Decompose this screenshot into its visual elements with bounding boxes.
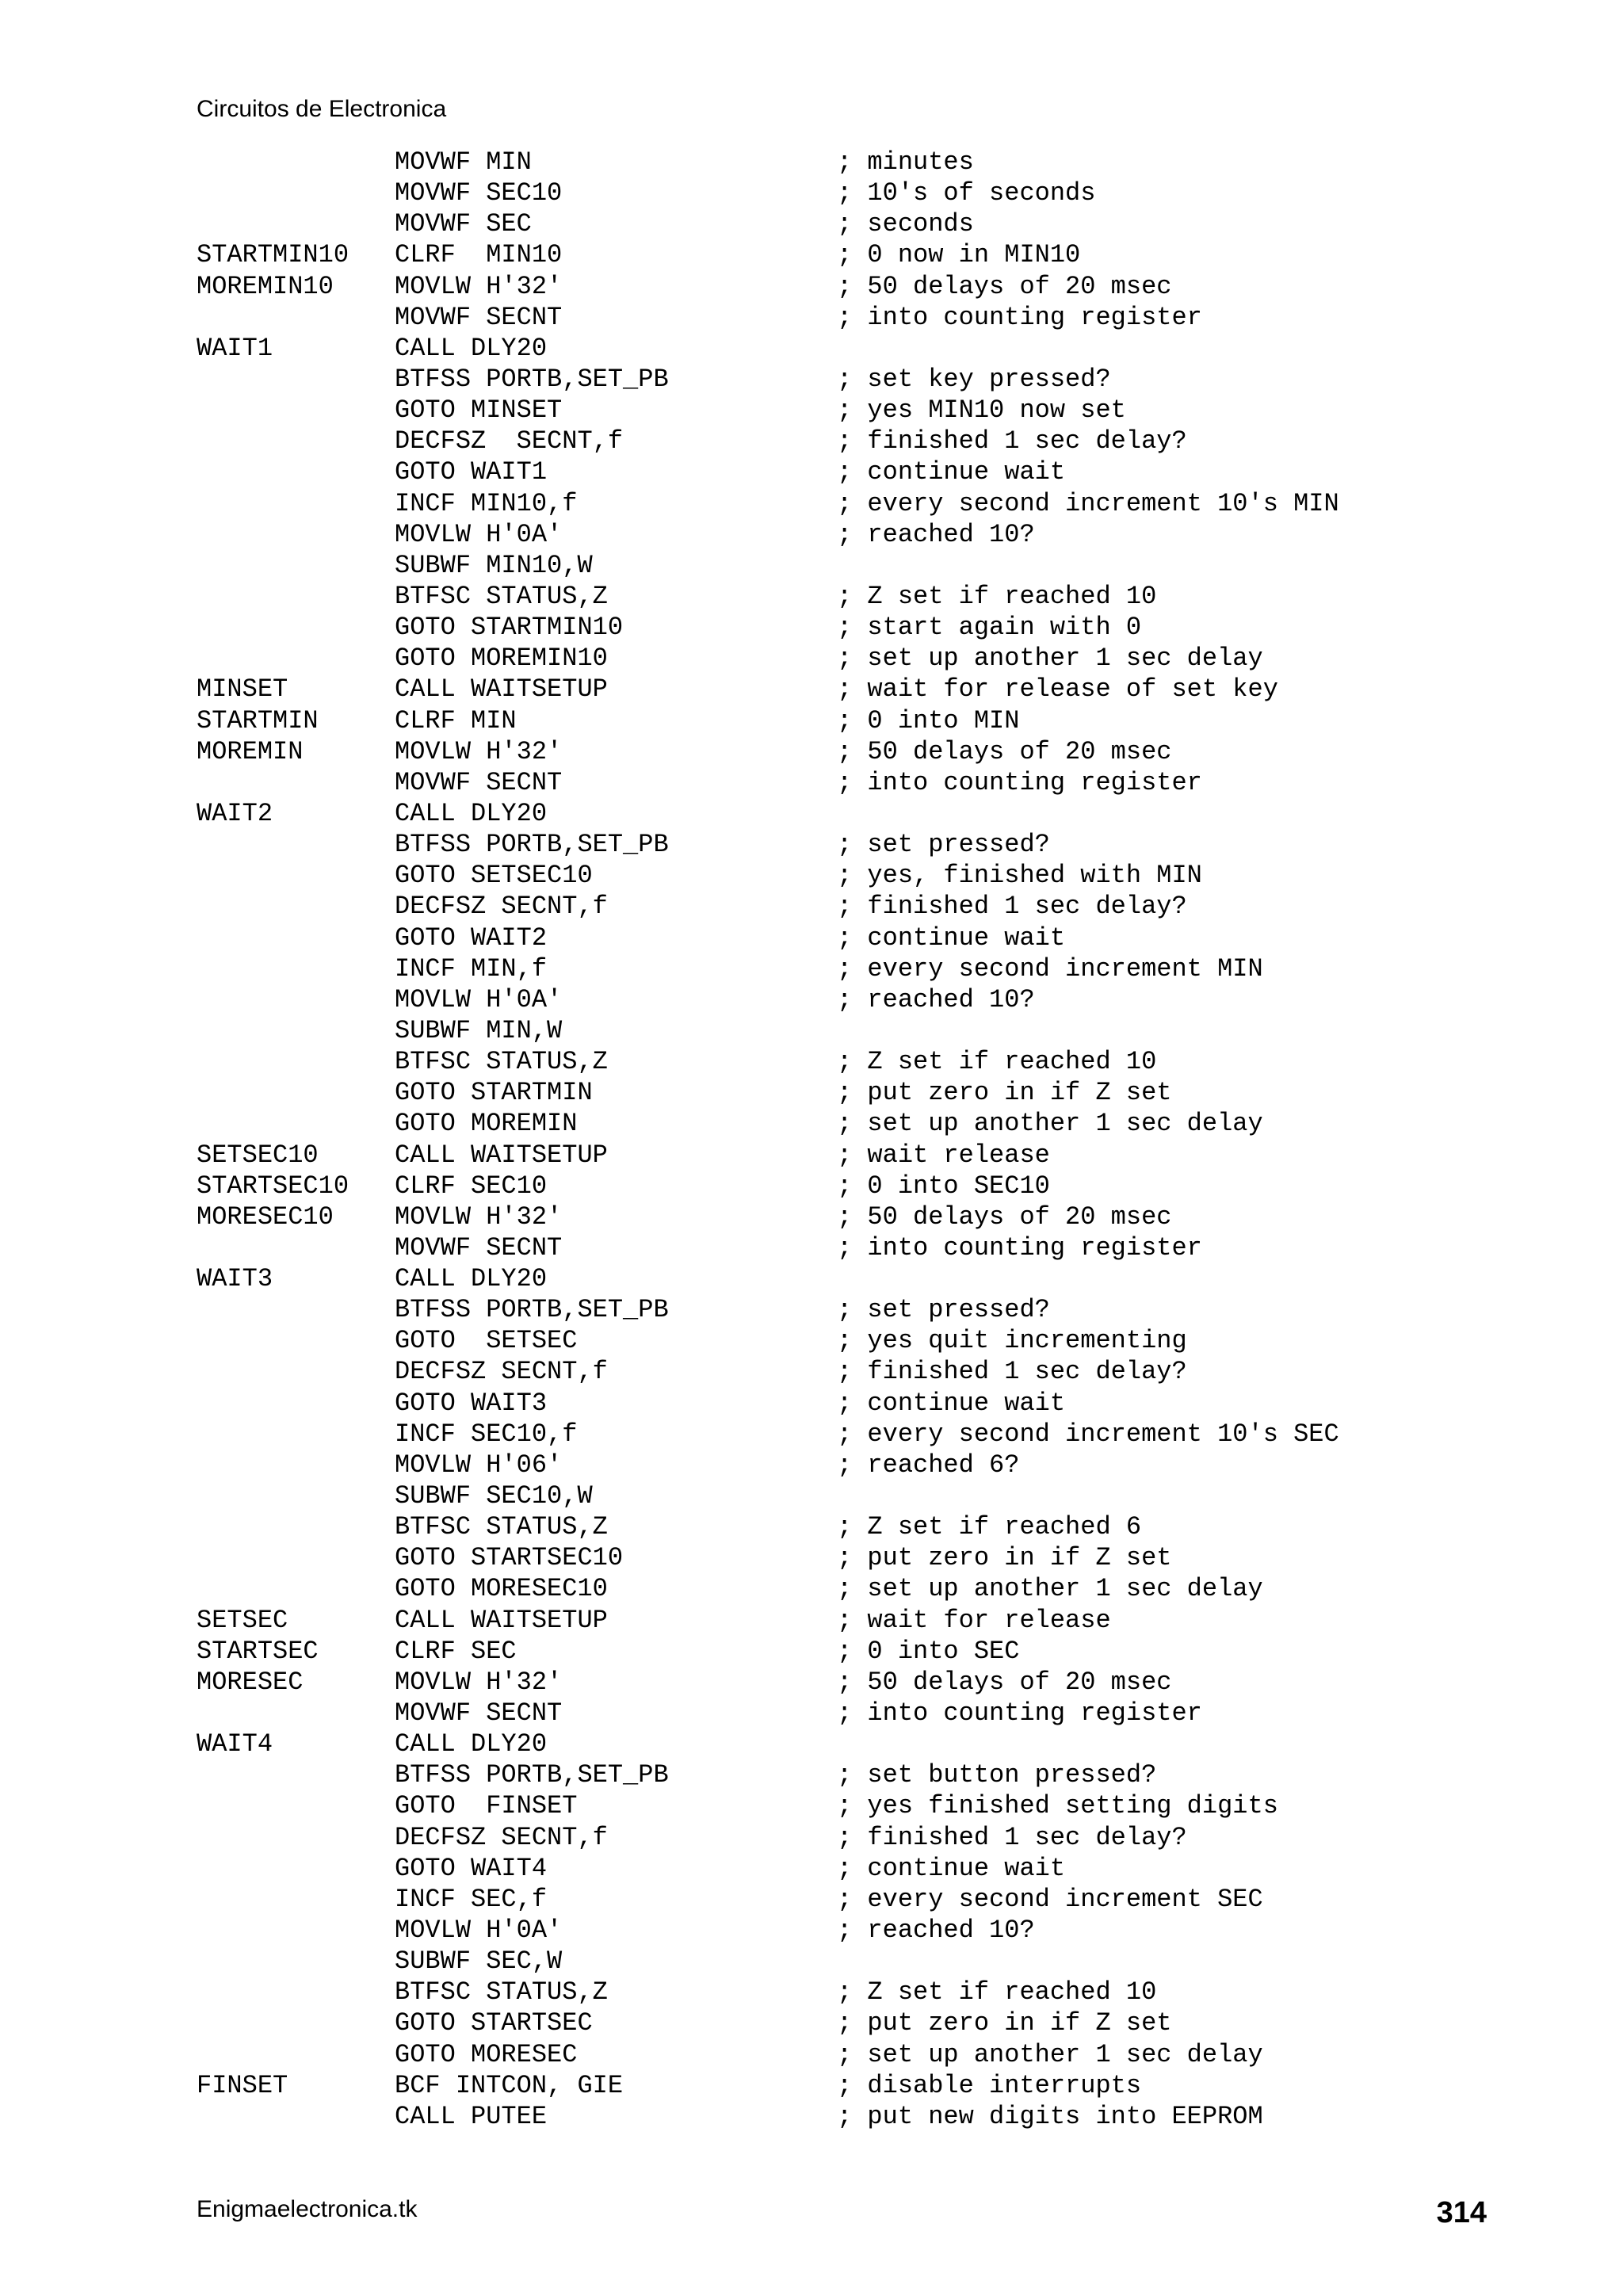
code-comment: ; Z set if reached 10 bbox=[837, 1047, 1157, 1077]
code-comment: ; 50 delays of 20 msec bbox=[837, 736, 1172, 766]
code-comment: ; set pressed? bbox=[837, 1295, 1050, 1325]
code-comment: ; 50 delays of 20 msec bbox=[837, 271, 1172, 301]
code-instruction: CALL DLY20 bbox=[395, 798, 548, 828]
code-comment: ; 50 delays of 20 msec bbox=[837, 1667, 1172, 1697]
code-instruction: SUBWF MIN10,W bbox=[395, 550, 593, 580]
code-instruction: GOTO SETSEC10 bbox=[395, 861, 593, 891]
code-instruction: MOVLW H'0A' bbox=[395, 1916, 563, 1946]
code-comment: ; finished 1 sec delay? bbox=[837, 1822, 1187, 1852]
code-comment: ; finished 1 sec delay? bbox=[837, 1357, 1187, 1387]
code-instruction: GOTO WAIT4 bbox=[395, 1853, 548, 1883]
code-comment: ; finished 1 sec delay? bbox=[837, 426, 1187, 457]
code-comment: ; disable interrupts bbox=[837, 2070, 1142, 2100]
code-label: STARTMIN10 bbox=[197, 240, 349, 270]
code-instruction: BCF INTCON, GIE bbox=[395, 2070, 624, 2100]
code-comment: ; set up another 1 sec delay bbox=[837, 2039, 1263, 2069]
code-instruction: CALL PUTEE bbox=[395, 2101, 548, 2131]
code-comment: ; Z set if reached 6 bbox=[837, 1512, 1142, 1542]
code-comment: ; 10's of seconds bbox=[837, 178, 1096, 208]
code-comment: ; continue wait bbox=[837, 1388, 1066, 1418]
code-instruction: SUBWF SEC10,W bbox=[395, 1481, 593, 1511]
code-comment: ; set pressed? bbox=[837, 830, 1050, 860]
code-comment: ; seconds bbox=[837, 209, 974, 239]
code-comment: ; every second increment 10's SEC bbox=[837, 1419, 1339, 1449]
code-instruction: CLRF SEC10 bbox=[395, 1171, 548, 1201]
code-comment: ; 0 into SEC10 bbox=[837, 1171, 1050, 1201]
code-comment: ; reached 10? bbox=[837, 984, 1035, 1014]
code-instruction: BTFSC STATUS,Z bbox=[395, 1047, 608, 1077]
code-instruction: MOVWF SECNT bbox=[395, 302, 563, 332]
code-instruction: BTFSC STATUS,Z bbox=[395, 1512, 608, 1542]
code-instruction: MOVLW H'06' bbox=[395, 1450, 563, 1480]
code-instruction: GOTO STARTSEC bbox=[395, 2008, 593, 2038]
code-comment: ; into counting register bbox=[837, 1698, 1202, 1729]
code-instruction: MOVWF SECNT bbox=[395, 767, 563, 797]
page-number: 314 bbox=[1436, 2196, 1487, 2229]
code-instruction: MOVLW H'32' bbox=[395, 1201, 563, 1232]
code-comment: ; Z set if reached 10 bbox=[837, 581, 1157, 611]
code-instruction: CALL WAITSETUP bbox=[395, 1140, 608, 1170]
code-comment: ; every second increment MIN bbox=[837, 953, 1263, 984]
code-comment: ; 50 delays of 20 msec bbox=[837, 1201, 1172, 1232]
code-comment: ; Z set if reached 10 bbox=[837, 1977, 1157, 2008]
code-instruction: MOVWF SEC10 bbox=[395, 178, 563, 208]
code-label: WAIT2 bbox=[197, 798, 273, 828]
code-label: WAIT3 bbox=[197, 1264, 273, 1294]
code-comment: ; wait for release of set key bbox=[837, 674, 1278, 705]
code-instruction: CALL DLY20 bbox=[395, 1729, 548, 1759]
code-instruction: GOTO WAIT1 bbox=[395, 457, 548, 487]
code-label: MORESEC bbox=[197, 1667, 304, 1697]
code-instruction: BTFSS PORTB,SET_PB bbox=[395, 364, 669, 394]
code-comment: ; reached 10? bbox=[837, 1916, 1035, 1946]
code-comment: ; continue wait bbox=[837, 923, 1066, 953]
code-label: MINSET bbox=[197, 674, 288, 705]
code-instruction: BTFSC STATUS,Z bbox=[395, 581, 608, 611]
code-label: STARTSEC10 bbox=[197, 1171, 349, 1201]
code-instruction: MOVLW H'32' bbox=[395, 1667, 563, 1697]
code-instruction: CLRF MIN10 bbox=[395, 240, 563, 270]
code-label: FINSET bbox=[197, 2070, 288, 2100]
code-instruction: CLRF SEC bbox=[395, 1636, 517, 1666]
code-instruction: GOTO MORESEC bbox=[395, 2039, 578, 2069]
code-comment: ; 0 into MIN bbox=[837, 705, 1020, 735]
code-comment: ; put zero in if Z set bbox=[837, 1078, 1172, 1108]
code-instruction: GOTO MORESEC10 bbox=[395, 1574, 608, 1604]
code-label: MORESEC10 bbox=[197, 1201, 334, 1232]
code-instruction: MOVLW H'0A' bbox=[395, 984, 563, 1014]
code-instruction: GOTO MOREMIN bbox=[395, 1109, 578, 1139]
code-comment: ; every second increment 10's MIN bbox=[837, 488, 1339, 518]
code-instruction: DECFSZ SECNT,f bbox=[395, 1822, 608, 1852]
code-comment: ; set key pressed? bbox=[837, 364, 1111, 394]
code-comment: ; set button pressed? bbox=[837, 1760, 1157, 1790]
code-instruction: CALL DLY20 bbox=[395, 1264, 548, 1294]
code-instruction: DECFSZ SECNT,f bbox=[395, 426, 624, 457]
code-instruction: BTFSS PORTB,SET_PB bbox=[395, 1760, 669, 1790]
code-comment: ; put zero in if Z set bbox=[837, 1543, 1172, 1573]
code-instruction: GOTO FINSET bbox=[395, 1791, 578, 1821]
code-instruction: DECFSZ SECNT,f bbox=[395, 892, 608, 922]
code-comment: ; yes finished setting digits bbox=[837, 1791, 1278, 1821]
code-comment: ; set up another 1 sec delay bbox=[837, 1574, 1263, 1604]
code-instruction: SUBWF SEC,W bbox=[395, 1946, 563, 1977]
code-comment: ; into counting register bbox=[837, 302, 1202, 332]
code-instruction: BTFSS PORTB,SET_PB bbox=[395, 830, 669, 860]
code-comment: ; minutes bbox=[837, 147, 974, 177]
code-instruction: MOVWF SEC bbox=[395, 209, 532, 239]
code-comment: ; into counting register bbox=[837, 767, 1202, 797]
code-comment: ; yes quit incrementing bbox=[837, 1326, 1187, 1356]
code-instruction: INCF MIN10,f bbox=[395, 488, 578, 518]
code-comment: ; 0 now in MIN10 bbox=[837, 240, 1081, 270]
code-comment: ; put zero in if Z set bbox=[837, 2008, 1172, 2038]
code-instruction: GOTO MOREMIN10 bbox=[395, 644, 608, 674]
code-comment: ; into counting register bbox=[837, 1232, 1202, 1263]
code-instruction: GOTO WAIT2 bbox=[395, 923, 548, 953]
footer-site-name: Enigmaelectronica.tk bbox=[197, 2196, 418, 2222]
code-comment: ; wait release bbox=[837, 1140, 1050, 1170]
code-label: STARTSEC bbox=[197, 1636, 319, 1666]
code-instruction: GOTO SETSEC bbox=[395, 1326, 578, 1356]
code-instruction: MOVLW H'0A' bbox=[395, 519, 563, 549]
code-instruction: MOVWF MIN bbox=[395, 147, 532, 177]
code-comment: ; set up another 1 sec delay bbox=[837, 644, 1263, 674]
code-instruction: SUBWF MIN,W bbox=[395, 1015, 563, 1045]
code-instruction: INCF SEC10,f bbox=[395, 1419, 578, 1449]
code-instruction: GOTO STARTSEC10 bbox=[395, 1543, 624, 1573]
code-comment: ; reached 6? bbox=[837, 1450, 1020, 1480]
code-comment: ; put new digits into EEPROM bbox=[837, 2101, 1263, 2131]
code-instruction: MOVLW H'32' bbox=[395, 271, 563, 301]
code-comment: ; yes, finished with MIN bbox=[837, 861, 1202, 891]
code-comment: ; continue wait bbox=[837, 457, 1066, 487]
code-comment: ; finished 1 sec delay? bbox=[837, 892, 1187, 922]
code-instruction: CALL WAITSETUP bbox=[395, 1605, 608, 1635]
code-comment: ; wait for release bbox=[837, 1605, 1111, 1635]
code-instruction: GOTO MINSET bbox=[395, 395, 563, 426]
code-comment: ; reached 10? bbox=[837, 519, 1035, 549]
code-label: MOREMIN bbox=[197, 736, 304, 766]
code-instruction: GOTO STARTMIN10 bbox=[395, 613, 624, 643]
code-instruction: CLRF MIN bbox=[395, 705, 517, 735]
code-instruction: INCF SEC,f bbox=[395, 1884, 548, 1914]
code-instruction: DECFSZ SECNT,f bbox=[395, 1357, 608, 1387]
code-instruction: MOVWF SECNT bbox=[395, 1698, 563, 1729]
code-instruction: BTFSC STATUS,Z bbox=[395, 1977, 608, 2008]
code-label: STARTMIN bbox=[197, 705, 319, 735]
code-comment: ; set up another 1 sec delay bbox=[837, 1109, 1263, 1139]
code-comment: ; yes MIN10 now set bbox=[837, 395, 1126, 426]
page-header-title: Circuitos de Electronica bbox=[197, 96, 447, 122]
code-instruction: MOVLW H'32' bbox=[395, 736, 563, 766]
code-comment: ; start again with 0 bbox=[837, 613, 1142, 643]
code-instruction: MOVWF SECNT bbox=[395, 1232, 563, 1263]
code-comment: ; every second increment SEC bbox=[837, 1884, 1263, 1914]
code-label: SETSEC bbox=[197, 1605, 288, 1635]
code-instruction: GOTO STARTMIN bbox=[395, 1078, 593, 1108]
code-instruction: CALL DLY20 bbox=[395, 333, 548, 363]
code-label: SETSEC10 bbox=[197, 1140, 319, 1170]
code-label: MOREMIN10 bbox=[197, 271, 334, 301]
code-comment: ; 0 into SEC bbox=[837, 1636, 1020, 1666]
code-instruction: GOTO WAIT3 bbox=[395, 1388, 548, 1418]
code-label: WAIT1 bbox=[197, 333, 273, 363]
code-instruction: CALL WAITSETUP bbox=[395, 674, 608, 705]
code-instruction: BTFSS PORTB,SET_PB bbox=[395, 1295, 669, 1325]
code-label: WAIT4 bbox=[197, 1729, 273, 1759]
code-comment: ; continue wait bbox=[837, 1853, 1066, 1883]
code-instruction: INCF MIN,f bbox=[395, 953, 548, 984]
